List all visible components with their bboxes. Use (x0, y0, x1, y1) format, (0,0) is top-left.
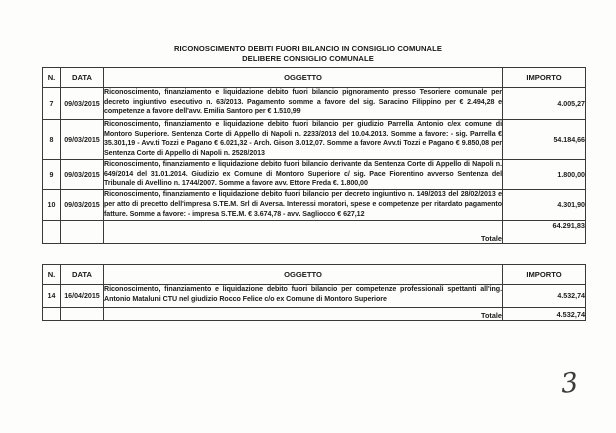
debts-table-second (42, 264, 586, 321)
table-total-row (43, 221, 586, 244)
cell-n: 7 (43, 88, 61, 120)
cell-oggetto: Riconoscimento, finanziamento e liquidazione debito fuori bilancio per competenze professionali spettanti all'ing. Antonio Mataluni CTU nel giudizio Rocco Felice c/o ex Comune di Montoro Superiore (104, 285, 503, 308)
cell-importo: 4.532,74 (503, 285, 586, 308)
table-row (43, 285, 586, 308)
table-row (43, 160, 586, 190)
total-label: Totale (104, 221, 503, 244)
header-n: N. (43, 265, 61, 285)
cell-data: 16/04/2015 (61, 285, 104, 308)
document-title (0, 0, 616, 63)
cell-oggetto: Riconoscimento, finanziamento e liquidazione debito fuori bilancio pignoramento presso Tesoriere comunale per decreto ingiuntivo esecutivo n. 63/2013. Pagamento somme a favore del sig. Saracino Filippino per € 2.494,28 e competenze a favore dell'avv. Emilia Santoro per € 1.510,99 (104, 88, 503, 120)
table-row (43, 88, 586, 120)
table-total-row (43, 308, 586, 321)
table-header-row (43, 265, 586, 285)
cell-importo: 4.301,90 (503, 190, 586, 221)
cell-importo: 54.184,66 (503, 120, 586, 160)
cell-n: 8 (43, 120, 61, 160)
cell-oggetto: Riconoscimento, finanziamento e liquidazione debito fuori bilancio derivante da Sentenza Corte di Appello di Napoli n. 649/2014 del 31.01.2014. Giudizio ex Comune di Montoro Superiore c/ sig. Pace Fiorentino avverso Sentenza del Tribunale di Avellino n. 1744/2007. Somme a favore avv. Ettore Freda €. 1.800,00 (104, 160, 503, 190)
total-value: 4.532,74 (503, 308, 586, 321)
header-data: DATA (61, 265, 104, 285)
cell-n-empty (43, 308, 61, 321)
table-row (43, 190, 586, 221)
total-label: Totale (104, 308, 503, 321)
cell-data-empty (61, 308, 104, 321)
cell-n-empty (43, 221, 61, 244)
header-oggetto: OGGETTO (104, 68, 503, 88)
title-line-1: RICONOSCIMENTO DEBITI FUORI BILANCIO IN CONSIGLIO COMUNALE (173, 44, 443, 53)
cell-n: 14 (43, 285, 61, 308)
cell-n: 10 (43, 190, 61, 221)
header-data: DATA (61, 68, 104, 88)
cell-oggetto: Riconoscimento, finanziamento e liquidazione debito fuori bilancio per decreto ingiuntivo n. 149/2013 del 28/02/2013 e per atto di precetto dell'impresa S.TE.M. Srl di Aversa. Interessi moratori, spese e competenze per ritardato pagamento fatture. Somme a favore: - impresa S.TE.M. € 3.674,78 - avv. Sagliocco € 627,12 (104, 190, 503, 221)
header-importo: IMPORTO (503, 265, 586, 285)
debts-table-first (42, 67, 586, 244)
cell-data: 09/03/2015 (61, 88, 104, 120)
header-n: N. (43, 68, 61, 88)
header-oggetto: OGGETTO (104, 265, 503, 285)
total-value: 64.291,83 (503, 221, 586, 244)
table-row (43, 120, 586, 160)
header-importo: IMPORTO (503, 68, 586, 88)
cell-importo: 1.800,00 (503, 160, 586, 190)
table-header-row (43, 68, 586, 88)
cell-oggetto: Riconoscimento, finanziamento e liquidazione debito fuori bilancio per giudizio Parrella Antonio c/ex comune di Montoro Superiore. Sentenza Corte di Appello di Napoli n. 2233/2013 del 10.04.2013. Somme a favore: - sig. Parrella € 35.301,19 - Avv.ti Tozzi e Pagano € 6.021,32 - Arch. Gison 3.012,07. Somme a favore Avv.ti Tozzi e Pagano € 9.850,08 per Sentenza Corte di Appello di Napoli n. 2528/2013 (104, 120, 503, 160)
cell-n: 9 (43, 160, 61, 190)
cell-data: 09/03/2015 (61, 120, 104, 160)
title-line-2: DELIBERE CONSIGLIO COMUNALE (242, 53, 374, 63)
cell-data: 09/03/2015 (61, 160, 104, 190)
cell-data-empty (61, 221, 104, 244)
cell-importo: 4.005,27 (503, 88, 586, 120)
handwritten-page-number: 3 (559, 367, 580, 400)
cell-data: 09/03/2015 (61, 190, 104, 221)
